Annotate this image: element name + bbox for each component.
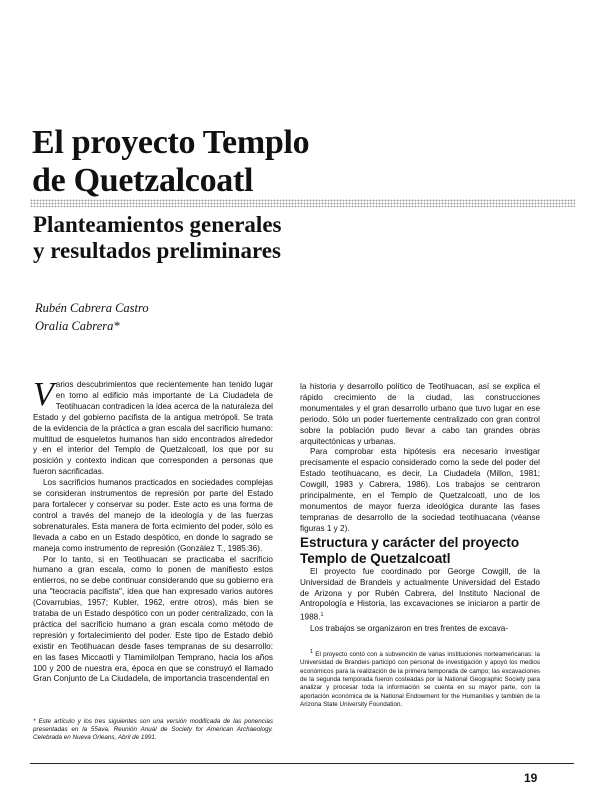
paragraph-text: El proyecto fue coordinado por George Cowgill, de la Universidad de Brandeis y actualmente Universidad del Estado de Arizona y por Rubén Cabrera, del Instituto Nacional de Antropología e Historia, las excavaciones se iniciaron a partir de 1988.	[300, 566, 540, 623]
section-heading	[300, 535, 540, 567]
page-number: 19	[524, 771, 538, 785]
subtitle-line-2: y resultados preliminares	[33, 238, 281, 263]
left-column	[33, 376, 273, 685]
paragraph: Para comprobar esta hipótesis era necesario investigar precisamente el espacio considerado como la sede del poder del Estado teotihuacano, es decir, La Ciudadela (Millon, 1981; Cowgill, 1983 y Cabrera, 1986). Los trabajos se centraron principalmente, en el Templo de Quetzalcoatl, uno de los monumentos de mayor fuerza ideológica durante las fases tempranas de desarrollo de la sociedad teotihuacana (véanse figuras 1 y 2).	[300, 447, 540, 533]
paragraph-text: arios descubrimientos que recientemente han tenido lugar en torno al edificio más importante de La Ciudadela de Teotihuacan contradicen la idea acerca de la naturaleza del Estado y del gobierno pacifista de la antigua metrópoli. Se trata de la evidencia de la práctica a gran escala del sacrificio humano: multitud de esqueletos humanos han sido encontrados alrededor y en el interior del Templo de Quetzalcoatl, los que por su posición y contexto indican que corresponden a personas que fueron sacrificadas.	[33, 380, 273, 477]
subtitle-line-1: Planteamientos generales	[33, 212, 282, 237]
author-name: Oralia Cabrera*	[35, 319, 120, 333]
paragraph: la historia y desarrollo político de Teotihuacan, así se explica el rápido crecimiento de la ciudad, las construcciones monumentales y el gran desarrollo urbano que tuvo lugar en ese periodo. Sólo un poder fuertemente centralizado con gran control sobre la población pudo llevar a cabo tan grandes obras arquitectónicas y urbanas.	[300, 382, 540, 446]
footnote-number: 1	[310, 649, 314, 655]
author-footnote: * Este artículo y los tres siguientes son una versión modificada de las ponencias presentadas en la 55ava. Reunión Anual de Society for American Archaeology. Celebrada en Nueva Orleans, Abril de 1991.	[33, 718, 273, 742]
paragraph: Por lo tanto, si en Teotihuacan se practicaba el sacrificio humano a gran escala, como lo ponen de manifiesto estos entierros, no se debe continuar considerando que su gobierno era una "teocracia pacifista", idea que han expresado varios autores (Covarrubias, 1957; Kubler, 1962, entre otros), más bien se trataba de un Estado despótico con un poder centralizado, con la práctica del sacrificio humano a gran escala como método de represión y fortalecimiento del poder. Este tipo de Estado debió existir en Teotihuacan desde fases tempranas de su desarrollo: en las fases Miccaotli y Tlamimilolpan Temprano, hacia los años 100 y 200 de nuestra era, época en que se construyó el llamado Gran Conjunto de La Ciudadela, de importancia trascendental en	[33, 554, 273, 684]
title-line-1: El proyecto Templo	[32, 124, 310, 161]
section-heading-line-1: Estructura y carácter del proyecto	[300, 534, 520, 550]
paragraph	[33, 376, 273, 478]
author-list	[35, 299, 149, 335]
footer-rule	[30, 763, 574, 764]
author-name: Rubén Cabrera Castro	[35, 301, 149, 315]
title-divider	[30, 199, 575, 207]
drop-cap: V	[33, 376, 54, 413]
paragraph: Los trabajos se organizaron en tres frentes de excava-	[310, 623, 508, 633]
right-column	[300, 382, 540, 635]
paragraph	[300, 567, 540, 624]
footnote-text: El proyecto contó con a subvención de varias instituciones norteamericanas: la Universidad de Brandeis participó con personal de investigación y apoyó los medios económicos para la realización de la primera temporada de campo; las excavaciones de la segunda temporada fueron costeadas por la National Geographic Society para analizar y procesar toda la información se cuenta en su mayor parte, con la aportación económica de la National Endowment for the Humanities y también de la Arizona State University Foundation.	[300, 651, 541, 708]
title-line-2: de Quetzalcoatl	[32, 162, 254, 199]
paragraph: Los sacrificios humanos practicados en sociedades complejas se consideran instrumentos de represión por parte del Estado para fortalecer y conservar su poder. Este acto es una forma de control a través del manejo de la ideología y de las fuerzas sobrenaturales. Esta manera de forta ecimiento del poder, sólo es llevada a cabo en un Estado despótico, en donde lo sagrado se maneja como instrumento de represión (González T., 1985:36).	[33, 478, 273, 553]
article-subtitle	[33, 212, 281, 264]
article-title	[32, 124, 309, 200]
section-heading-line-2: Templo de Quetzalcoatl	[300, 550, 451, 566]
footnote-1	[300, 648, 540, 709]
footnote-marker[interactable]: 1	[320, 612, 324, 619]
